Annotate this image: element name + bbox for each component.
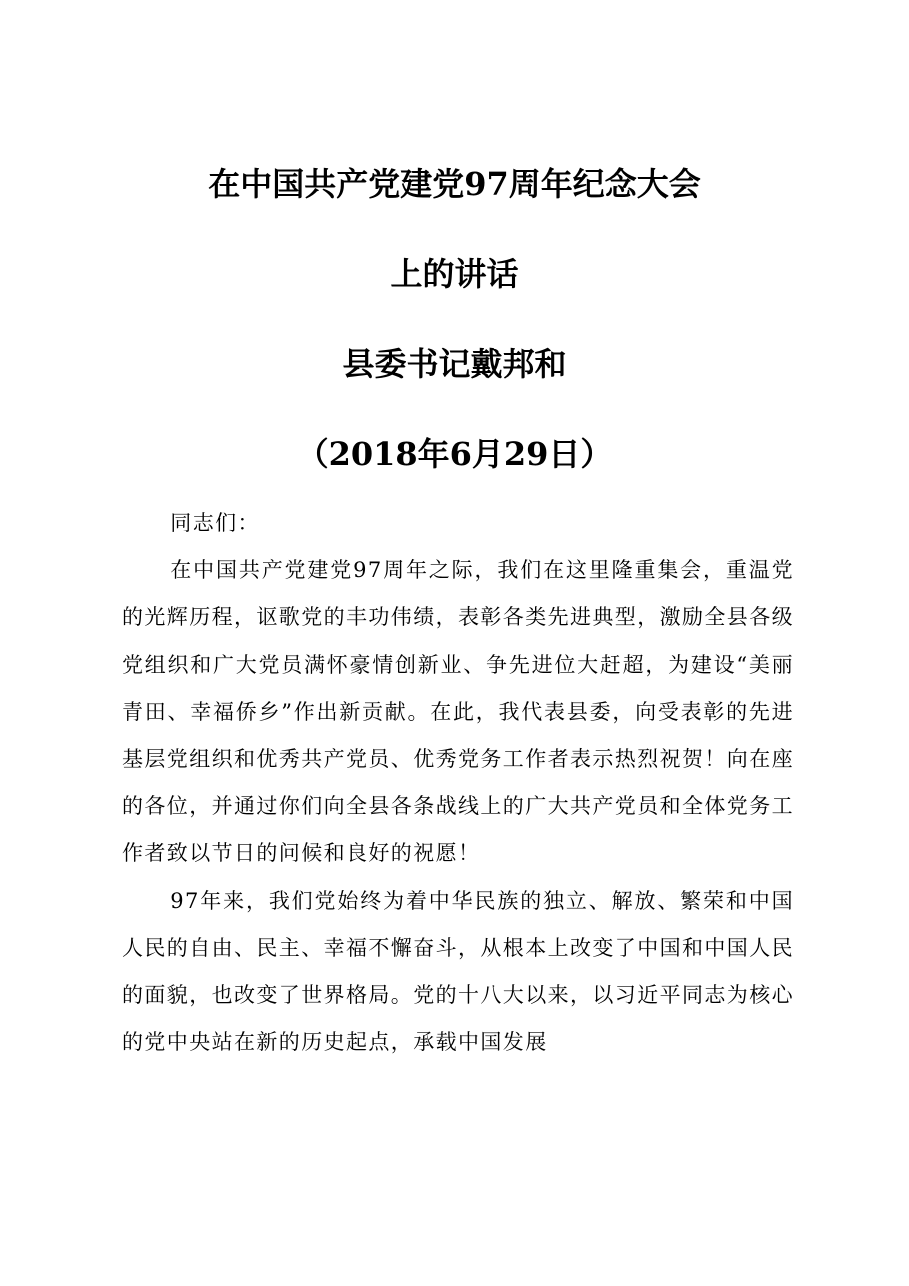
salutation: 同志们： bbox=[170, 511, 260, 535]
speaker-line: 县委书记戴邦和 bbox=[342, 345, 567, 383]
speech-body bbox=[122, 500, 794, 1066]
title-line-2: 上的讲话 bbox=[390, 255, 519, 293]
paragraph-2: 97年来，我们党始终为着中华民族的独立、解放、繁荣和中国人民的自由、民主、幸福不懈奋斗，从根本上改变了中国和中国人民的面貌，也改变了世界格局。党的十八大以来，以习近平同志为核心的党中央站在新的历史起点，承载中国发展 bbox=[122, 888, 794, 1055]
paragraph-1: 在中国共产党建党97周年之际，我们在这里隆重集会，重温党的光辉历程，讴歌党的丰功伟绩，表彰各类先进典型，激励全县各级党组织和广大党员满怀豪情创新业、争先进位大赶超，为建设“美丽青田、幸福侨乡”作出新贡献。在此，我代表县委，向受表彰的先进基层党组织和优秀共产党员、优秀党务工作者表示热烈祝贺！向在座的各位，并通过你们向全县各条战线上的广大共产党员和全体党务工作者致以节日的问候和良好的祝愿！ bbox=[122, 558, 794, 866]
title-line-1: 在中国共产党建党97周年纪念大会 bbox=[208, 165, 701, 203]
title-block bbox=[0, 160, 909, 520]
date-line: （2018年6月29日） bbox=[296, 435, 613, 473]
